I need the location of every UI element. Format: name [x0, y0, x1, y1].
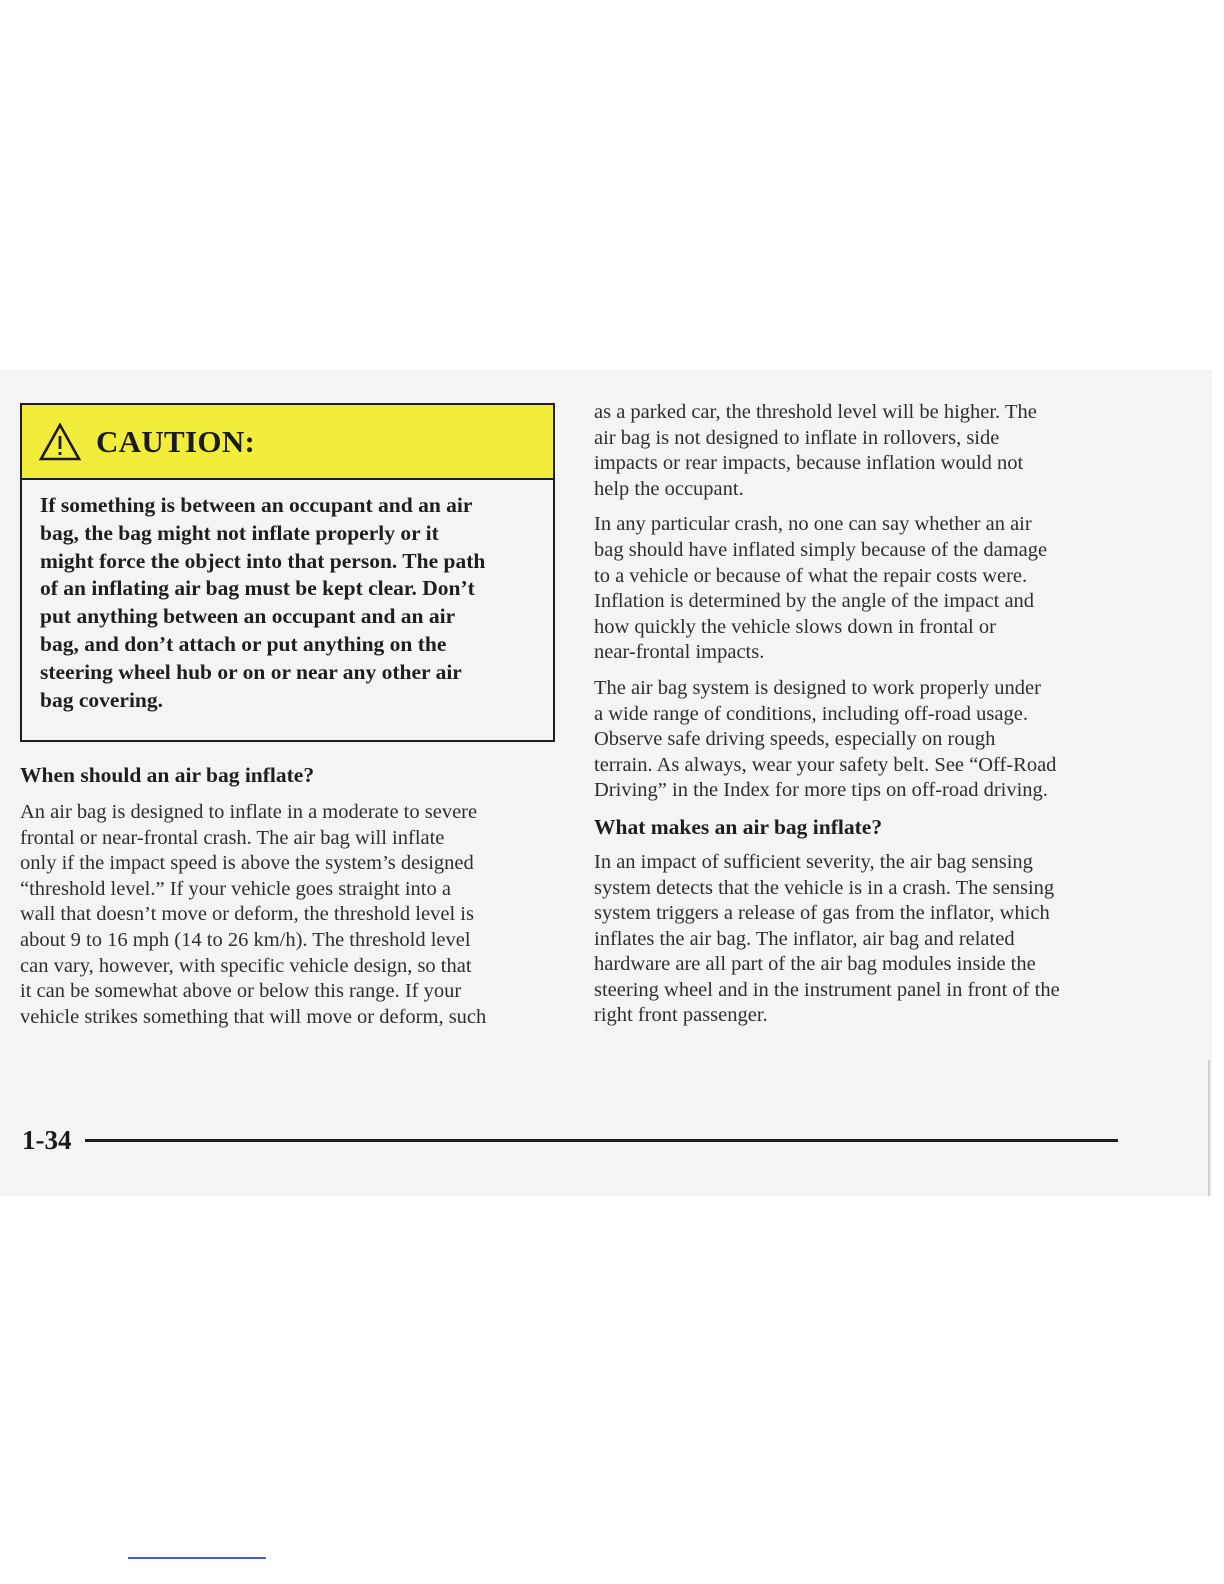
- text-line: how quickly the vehicle slows down in frontal or: [594, 615, 996, 638]
- page-number: 1-34: [22, 1125, 72, 1155]
- text-line: system triggers a release of gas from the inflator, which: [594, 902, 1050, 925]
- left-column: [20, 762, 558, 1040]
- right-column: [594, 400, 1124, 1039]
- caution-line: If something is between an occupant and an air: [40, 493, 473, 517]
- text-line: Observe safe driving speeds, especially on rough: [594, 728, 996, 751]
- caution-line: of an inflating air bag must be kept clear. Don’t: [40, 576, 475, 601]
- text-line: bag should have inflated simply because of the damage: [594, 538, 1048, 561]
- text-line: terrain. As always, wear your safety belt. See “Off-Road: [594, 753, 1057, 776]
- caution-header: [22, 405, 553, 480]
- text-line: Driving” in the Index for more tips on off-road driving.: [594, 779, 1048, 802]
- text-line: system detects that the vehicle is in a crash. The sensing: [594, 876, 1055, 899]
- caution-line: might force the object into that person. The path: [40, 548, 486, 573]
- page-edge-divider: [1208, 1060, 1210, 1196]
- text-line: hardware are all part of the air bag modules inside the: [594, 953, 1036, 976]
- caution-line: steering wheel hub or on or near any other air: [40, 659, 462, 684]
- caution-line: bag covering.: [40, 687, 164, 712]
- text-line: The air bag system is designed to work properly under: [594, 676, 1041, 699]
- text-line: “threshold level.” If your vehicle goes straight into a: [20, 877, 451, 900]
- paragraph-when-inflate: [20, 800, 558, 1030]
- text-line: An air bag is designed to inflate in a moderate to severe: [20, 801, 478, 823]
- text-line: air bag is not designed to inflate in rollovers, side: [594, 426, 1000, 449]
- paragraph-threshold-continued: [594, 400, 1124, 502]
- text-line: right front passenger.: [594, 1004, 768, 1027]
- text-line: impacts or rear impacts, because inflation would not: [594, 452, 1024, 475]
- caution-line: bag, the bag might not inflate properly or it: [40, 520, 439, 545]
- text-line: near-frontal impacts.: [594, 641, 765, 664]
- warning-triangle-icon: [38, 422, 82, 462]
- text-line: frontal or near-frontal crash. The air bag will inflate: [20, 826, 445, 849]
- text-line: about 9 to 16 mph (14 to 26 km/h). The threshold level: [20, 928, 471, 951]
- text-line: help the occupant.: [594, 477, 744, 500]
- text-line: wall that doesn’t move or deform, the threshold level is: [20, 903, 474, 926]
- caution-line: put anything between an occupant and an air: [40, 604, 456, 629]
- section-heading-what-makes: What makes an air bag inflate?: [594, 814, 883, 839]
- text-line: a wide range of conditions, including off-road usage.: [594, 702, 1028, 725]
- text-line: vehicle strikes something that will move or deform, such: [20, 1005, 487, 1028]
- text-line: as a parked car, the threshold level will be higher. The: [594, 401, 1037, 423]
- text-line: In any particular crash, no one can say whether an air: [594, 513, 1032, 536]
- text-line: can vary, however, with specific vehicle design, so that: [20, 954, 472, 977]
- text-line: inflates the air bag. The inflator, air bag and related: [594, 927, 1015, 950]
- text-line: to a vehicle or because of what the repair costs were.: [594, 564, 1028, 587]
- text-line: In an impact of sufficient severity, the air bag sensing: [594, 850, 1033, 873]
- paragraph-conditions: [594, 676, 1124, 804]
- section-heading-when: When should an air bag inflate?: [20, 763, 315, 787]
- paragraph-sensing-system: [594, 850, 1124, 1029]
- caution-box: [20, 403, 555, 742]
- text-line: Inflation is determined by the angle of the impact and: [594, 590, 1035, 613]
- text-line: only if the impact speed is above the system’s designed: [20, 852, 474, 875]
- bottom-divider: [128, 1557, 266, 1559]
- paragraph-particular-crash: [594, 512, 1124, 666]
- text-line: steering wheel and in the instrument panel in front of the: [594, 978, 1060, 1001]
- caution-title: CAUTION:: [96, 423, 256, 459]
- text-line: it can be somewhat above or below this range. If your: [20, 980, 462, 1003]
- caution-line: bag, and don’t attach or put anything on the: [40, 631, 447, 656]
- footer-rule: [85, 1139, 1118, 1142]
- caution-text: [22, 480, 553, 714]
